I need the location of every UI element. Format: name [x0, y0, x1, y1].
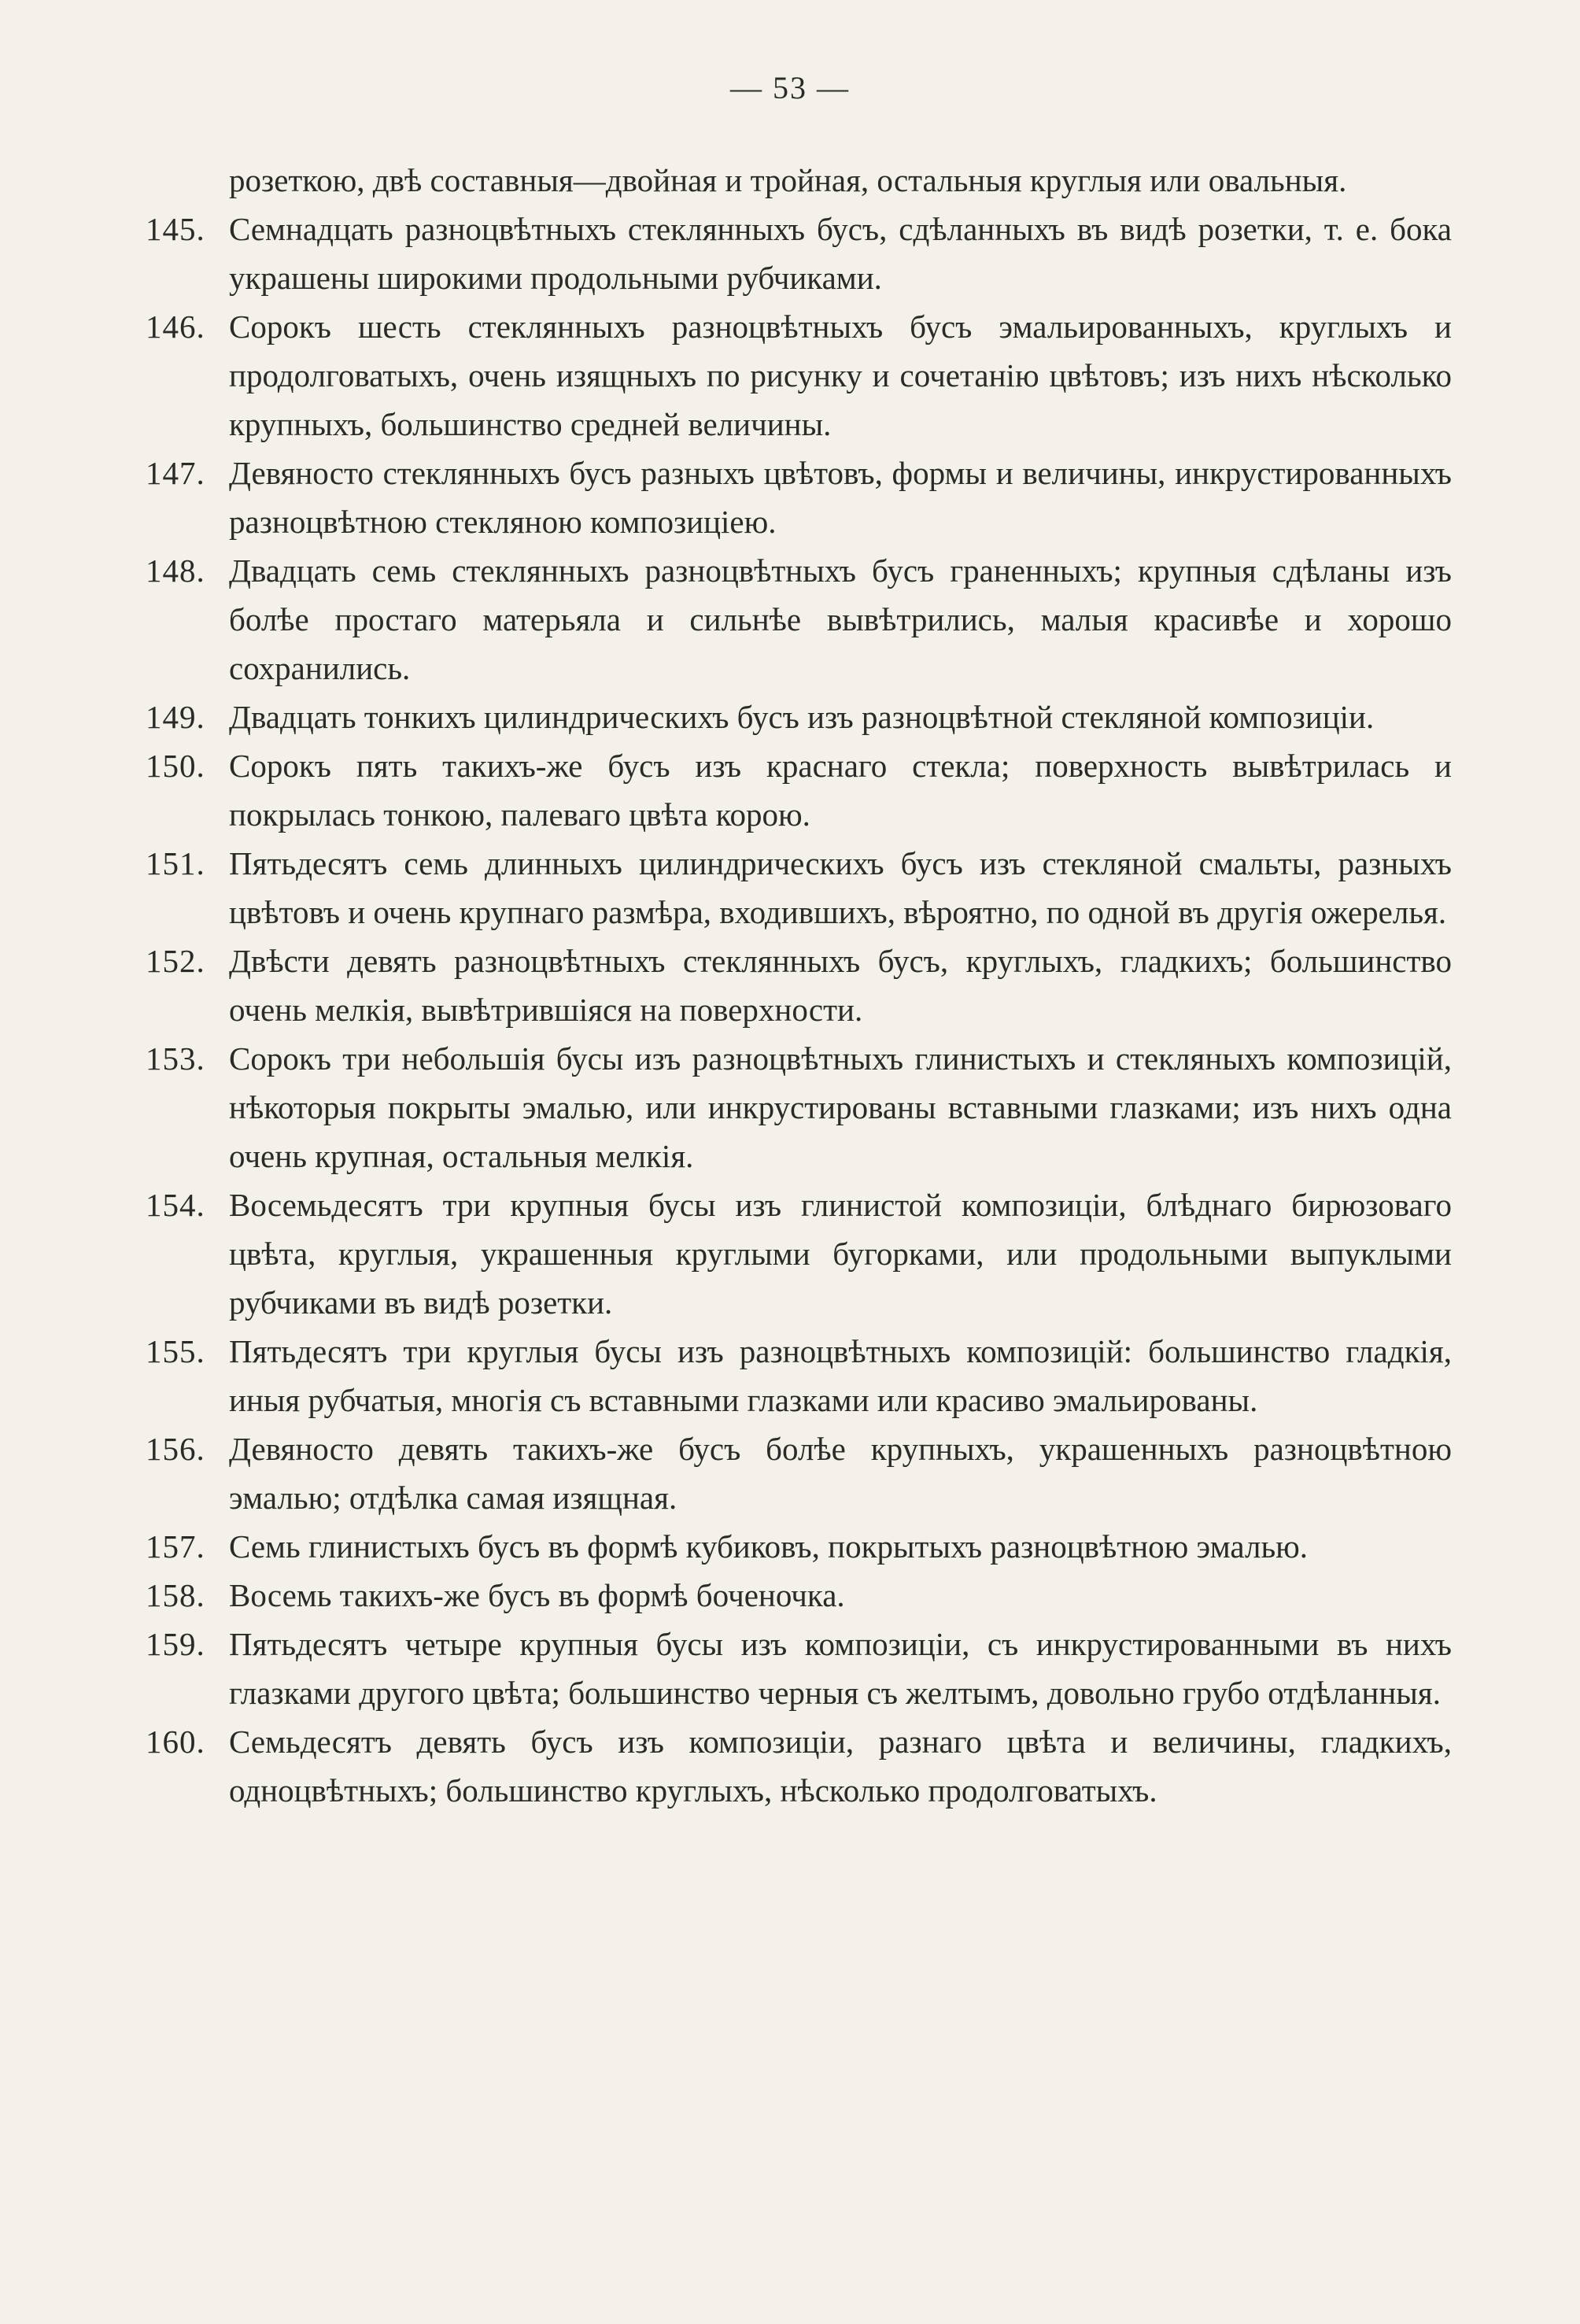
entry-number: 158.	[146, 1577, 205, 1613]
entry-number: 156.	[146, 1431, 205, 1467]
page-body	[146, 156, 1452, 1815]
entry-text: Двѣсти девять разноцвѣтныхъ стеклянныхъ бусъ, круглыхъ, гладкихъ; большинство очень мелкія, вывѣтрившіяся на поверхности.	[229, 943, 1452, 1028]
continuation-paragraph: розеткою, двѣ составныя—двойная и тройная, остальныя круглыя или овальныя.	[229, 162, 1347, 198]
entry-text: Семьдесятъ девять бусъ изъ композиціи, разнаго цвѣта и величины, гладкихъ, одноцвѣтныхъ; большинство круглыхъ, нѣсколько продолговатыхъ.	[229, 1724, 1452, 1809]
catalog-entry	[146, 205, 1452, 302]
catalog-entry	[146, 1424, 1452, 1522]
catalog-entry	[146, 1571, 1452, 1620]
entry-number: 146.	[146, 309, 205, 345]
entry-number: 157.	[146, 1528, 205, 1565]
entry-number: 154.	[146, 1187, 205, 1223]
entry-text: Семь глинистыхъ бусъ въ формѣ кубиковъ, покрытыхъ разноцвѣтною эмалью.	[229, 1528, 1309, 1565]
catalog-entry	[146, 741, 1452, 839]
entry-number: 160.	[146, 1724, 205, 1760]
entry-number: 148.	[146, 552, 205, 589]
catalog-entry	[146, 302, 1452, 449]
entry-text: Девяносто стеклянныхъ бусъ разныхъ цвѣтовъ, формы и величины, инкрустированныхъ разноцвѣтною стекляною композиціею.	[229, 455, 1452, 540]
entry-text: Сорокъ три небольшія бусы изъ разноцвѣтныхъ глинистыхъ и стекляныхъ композицій, нѣкоторыя покрыты эмалью, или инкрустированы вставными глазками; изъ нихъ одна очень крупная, остальныя мелкія.	[229, 1040, 1452, 1174]
page-number: — 53 —	[730, 70, 850, 105]
catalog-entry	[146, 1717, 1452, 1815]
catalog-entry	[146, 937, 1452, 1034]
entry-number: 159.	[146, 1626, 205, 1662]
entry-text: Семнадцать разноцвѣтныхъ стеклянныхъ бусъ, сдѣланныхъ въ видѣ розетки, т. е. бока украшены широкими продольными рубчиками.	[229, 211, 1452, 296]
entry-text: Пятьдесятъ четыре крупныя бусы изъ композиціи, съ инкрустированными въ нихъ глазками другого цвѣта; большинство черныя съ желтымъ, довольно грубо отдѣланныя.	[229, 1626, 1452, 1711]
entry-text: Двадцать тонкихъ цилиндрическихъ бусъ изъ разноцвѣтной стекляной композиціи.	[229, 699, 1375, 735]
entry-number: 145.	[146, 211, 205, 247]
catalog-entry	[146, 839, 1452, 937]
entry-text: Двадцать семь стеклянныхъ разноцвѣтныхъ бусъ граненныхъ; крупныя сдѣланы изъ болѣе простаго матерьяла и сильнѣе вывѣтрились, малыя красивѣе и хорошо сохранились.	[229, 552, 1452, 686]
entry-number: 155.	[146, 1333, 205, 1369]
catalog-entry	[146, 1620, 1452, 1717]
entry-number: 149.	[146, 699, 205, 735]
entry-number: 147.	[146, 455, 205, 491]
entry-list	[146, 205, 1452, 1815]
catalog-entry	[146, 546, 1452, 693]
catalog-entry	[146, 1180, 1452, 1327]
entry-text: Девяносто девять такихъ-же бусъ болѣе крупныхъ, украшенныхъ разноцвѣтною эмалью; отдѣлка самая изящная.	[229, 1431, 1452, 1516]
entry-number: 153.	[146, 1040, 205, 1077]
entry-text: Сорокъ пять такихъ-же бусъ изъ краснаго стекла; поверхность вывѣтрилась и покрылась тонкою, палеваго цвѣта корою.	[229, 748, 1452, 833]
entry-text: Пятьдесятъ три круглыя бусы изъ разноцвѣтныхъ композицій: большинство гладкія, иныя рубчатыя, многія съ вставными глазками или красиво эмальированы.	[229, 1333, 1452, 1418]
entry-number: 151.	[146, 845, 205, 881]
entry-text: Пятьдесятъ семь длинныхъ цилиндрическихъ бусъ изъ стекляной смальты, разныхъ цвѣтовъ и очень крупнаго размѣра, входившихъ, вѣроятно, по одной въ другія ожерелья.	[229, 845, 1452, 930]
catalog-entry	[146, 449, 1452, 546]
entry-text: Сорокъ шесть стеклянныхъ разноцвѣтныхъ бусъ эмальированныхъ, круглыхъ и продолговатыхъ, очень изящныхъ по рисунку и сочетанію цвѣтовъ; изъ нихъ нѣсколько крупныхъ, большинство средней величины.	[229, 309, 1452, 442]
catalog-entry	[146, 1327, 1452, 1424]
entry-number: 150.	[146, 748, 205, 784]
entry-number: 152.	[146, 943, 205, 979]
entry-text: Восемь такихъ-же бусъ въ формѣ боченочка.	[229, 1577, 845, 1613]
catalog-entry	[146, 1522, 1452, 1571]
catalog-entry	[146, 693, 1452, 741]
entry-text: Восемьдесятъ три крупныя бусы изъ глинистой композиціи, блѣднаго бирюзоваго цвѣта, круглыя, украшенныя круглыми бугорками, или продольными выпуклыми рубчиками въ видѣ розетки.	[229, 1187, 1452, 1321]
catalog-entry	[146, 1034, 1452, 1180]
